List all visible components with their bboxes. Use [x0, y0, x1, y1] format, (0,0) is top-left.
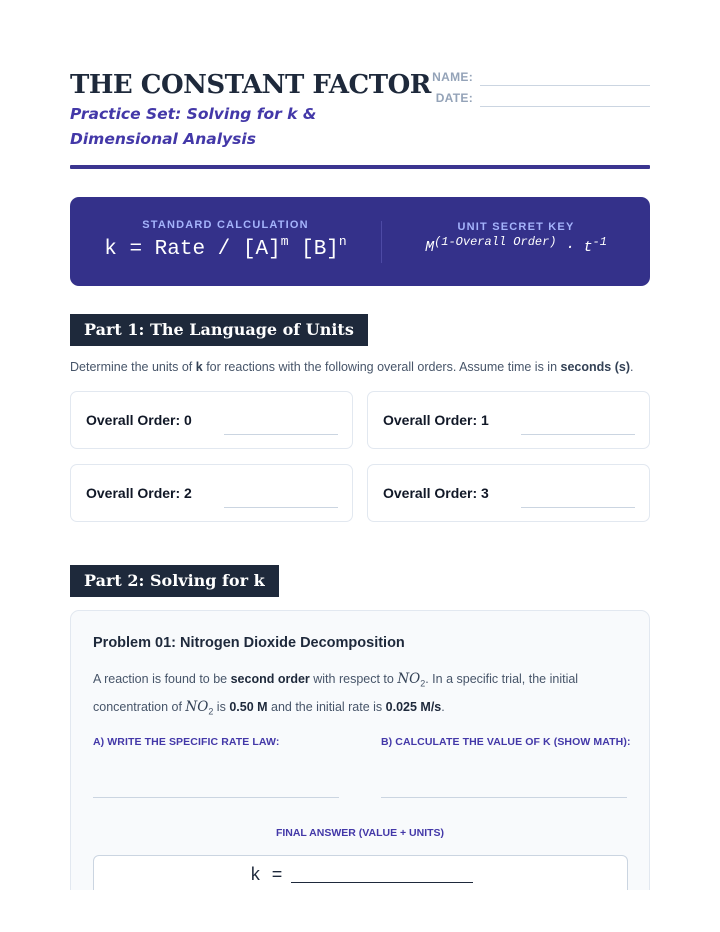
part2-heading: Part 2: Solving for k	[70, 565, 279, 597]
unit-secret-key	[382, 197, 650, 286]
name-field[interactable]	[420, 70, 650, 92]
answer-line[interactable]	[224, 507, 338, 508]
k-answer-line[interactable]	[291, 882, 473, 883]
rate-constant-formula: k = Rate / $[A]^m$ $[B]^n$	[104, 234, 347, 261]
problem-statement: A reaction is found to be second order with respect to $NO_2$. In a specific trial, the initial concentration of $NO_2$ is 0.50 M and the initial rate is 0.025 M/s.	[93, 671, 579, 716]
page-subtitle: Practice Set: Solving for k & Dimensional Analysis	[70, 105, 317, 148]
date-label: DATE:	[435, 91, 473, 105]
standard-calculation-caption: STANDARD CALCULATION	[142, 219, 309, 231]
problem-title: Problem 01: Nitrogen Dioxide Decomposition	[93, 635, 405, 651]
answer-line[interactable]	[521, 434, 635, 435]
page-title: THE CONSTANT FACTOR	[70, 70, 431, 100]
order-label: Overall Order: 1	[383, 412, 489, 428]
final-answer-label: FINAL ANSWER (VALUE + UNITS)	[275, 827, 445, 839]
answer-line[interactable]	[521, 507, 635, 508]
problem-panel	[70, 610, 650, 932]
order-label: Overall Order: 2	[86, 485, 192, 501]
formula-banner	[70, 197, 650, 286]
order-card-3	[367, 464, 650, 522]
part1-heading: Part 1: The Language of Units	[70, 314, 368, 346]
unit-formula: $M^{(1-Overall Order)} \cdot t^{-1}$	[425, 235, 607, 256]
page-bottom-margin	[0, 890, 720, 932]
part1-instructions: Determine the units of k for reactions with the following overall orders. Assume time is in seconds (s).	[70, 360, 634, 374]
date-line[interactable]	[480, 106, 650, 107]
calculation-answer-line[interactable]	[381, 797, 627, 798]
date-field[interactable]	[420, 91, 650, 113]
k-label: k =	[250, 866, 283, 886]
header-rule	[70, 165, 650, 169]
order-label: Overall Order: 0	[86, 412, 192, 428]
answer-line[interactable]	[224, 434, 338, 435]
calculate-k-prompt: B) CALCULATE THE VALUE OF K (SHOW MATH):	[381, 736, 631, 748]
rate-law-answer-line[interactable]	[93, 797, 339, 798]
standard-calculation	[70, 197, 381, 286]
unit-secret-key-caption: UNIT SECRET KEY	[457, 221, 575, 233]
order-card-1	[367, 391, 650, 449]
rate-law-prompt: A) WRITE THE SPECIFIC RATE LAW:	[93, 736, 280, 748]
order-card-2	[70, 464, 353, 522]
name-label: NAME:	[432, 70, 473, 84]
order-card-0	[70, 391, 353, 449]
order-label: Overall Order: 3	[383, 485, 489, 501]
name-line[interactable]	[480, 85, 650, 86]
